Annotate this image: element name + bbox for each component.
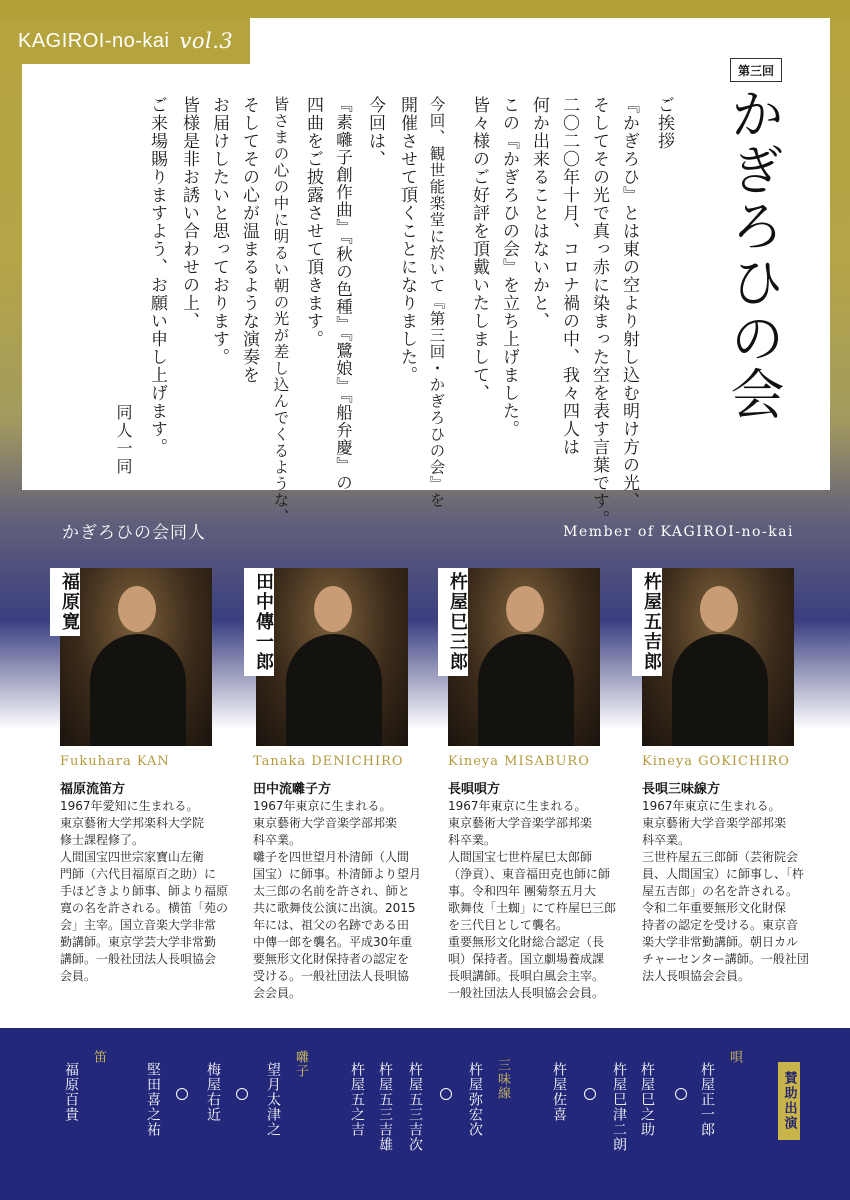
performer-figure bbox=[90, 634, 186, 746]
members-title-en: Member of KAGIROI-no-kai bbox=[563, 524, 794, 540]
bio-line: 東京藝術大学邦楽科大学院 bbox=[60, 816, 205, 830]
bio-line: 科卒業。 bbox=[253, 833, 302, 847]
section-label-uta: 唄 bbox=[727, 1050, 742, 1064]
greeting-line: 開催させて頂くことになりました。 bbox=[397, 96, 417, 384]
member-photo bbox=[448, 568, 600, 746]
bio-line: 会会員。 bbox=[253, 986, 302, 1000]
bio-line: 講師。一般社団法人長唄協会 bbox=[60, 952, 217, 966]
members-title-ja: かぎろひの会同人 bbox=[62, 523, 206, 543]
greeting-line: ご来場賜りますよう、お願い申し上げます。 bbox=[147, 96, 167, 456]
greeting-line: この『かぎろひの会』を立ち上げました。 bbox=[499, 96, 519, 438]
bio-line: 要無形文化財保持者の認定を bbox=[253, 952, 410, 966]
edition-badge: 第三回 bbox=[730, 58, 782, 82]
support-name: 杵屋五之吉 bbox=[349, 1062, 365, 1137]
bio-line: 東京藝術大学音楽学部邦楽 bbox=[253, 816, 398, 830]
bio-line: 1967年東京に生まれる。 bbox=[448, 799, 587, 813]
bio-line: 法人長唄協会会員。 bbox=[642, 969, 751, 983]
separator-circle bbox=[176, 1088, 188, 1100]
bio-line: 共に歌舞伎公演に出演。2015 bbox=[253, 901, 416, 915]
bio-line: 年には、祖父の名跡である田 bbox=[253, 918, 410, 932]
greeting-line: 『かぎろひ』とは東の空より射し込む明け方の光、 bbox=[619, 96, 639, 510]
member-role: 田中流囃子方 bbox=[253, 782, 332, 797]
greeting-line: そしてその光で真っ赤に染まった空を表す言葉です。 bbox=[589, 96, 609, 528]
bio-line: を三代目として襲名。 bbox=[448, 918, 569, 932]
greeting-line: 今回、観世能楽堂に於いて『第三回・かぎろひの会』を bbox=[427, 96, 446, 509]
bio-line: チャーセンター講師。一般社団 bbox=[642, 952, 809, 966]
bio-line: 囃子を四世望月朴清師（人間 bbox=[253, 850, 410, 864]
support-name: 杵屋巳津二朗 bbox=[611, 1062, 627, 1152]
bio-line: 重要無形文化財総合認定（長 bbox=[448, 935, 605, 949]
bio-line: 一般社団法人長唄協会会員。 bbox=[448, 986, 605, 1000]
series-name: KAGIROI-no-kai bbox=[18, 29, 170, 52]
support-footer bbox=[0, 1028, 850, 1200]
greeting-line: 皆様是非お誘い合わせの上、 bbox=[179, 96, 199, 330]
bio-line: 楽大学非常勤講師。朝日カル bbox=[642, 935, 799, 949]
member-photo bbox=[256, 568, 408, 746]
separator-circle bbox=[236, 1088, 248, 1100]
member-role: 長唄唄方 bbox=[448, 782, 501, 797]
support-badge: 賛助出演 bbox=[778, 1062, 800, 1140]
greeting-line: 皆々様のご好評を頂戴いたしまして、 bbox=[469, 96, 489, 402]
bio-line: 1967年東京に生まれる。 bbox=[642, 799, 781, 813]
support-name: 杵屋佐喜 bbox=[551, 1062, 567, 1122]
bio-line: 人間国宝四世宗家寶山左衛 bbox=[60, 850, 205, 864]
bio-line: 国宝）に師事。朴清師より望月 bbox=[253, 867, 422, 881]
bio-line: 東京藝術大学音楽学部邦楽 bbox=[448, 816, 593, 830]
support-name: 堅田喜之祐 bbox=[145, 1062, 161, 1137]
bio-line: 唄）保持者。国立劇場養成課 bbox=[448, 952, 605, 966]
member-name-en: Kineya MISABURO bbox=[448, 754, 590, 769]
member-role: 福原流笛方 bbox=[60, 782, 126, 797]
bio-line: 員、人間国宝）に師事し、「杵 bbox=[642, 867, 805, 881]
bio-line: 三世杵屋五三郎師（芸術院会 bbox=[642, 850, 799, 864]
greeting-line: 四曲をご披露させて頂きます。 bbox=[303, 96, 323, 348]
performer-head bbox=[118, 586, 156, 632]
performer-figure bbox=[286, 634, 382, 746]
bio-line: 歌舞伎「土蜘」にて杵屋巳三郎 bbox=[448, 901, 617, 915]
greeting-line: 二〇二〇年十月、コロナ禍の中、我々四人は bbox=[559, 96, 579, 456]
member-name-en: Fukuhara KAN bbox=[60, 754, 170, 769]
separator-circle bbox=[675, 1088, 687, 1100]
greeting-line: そしてその心が温まるような演奏を bbox=[239, 96, 259, 384]
volume-label: vol.3 bbox=[179, 29, 234, 53]
greeting-panel bbox=[22, 18, 830, 490]
greeting-line: 今回は、 bbox=[365, 96, 385, 168]
section-label-hayashi: 囃子 bbox=[293, 1050, 308, 1078]
greeting-line: 皆さまの心の中に明るい朝の光が差し込んでくるような、 bbox=[271, 96, 290, 525]
member-name-ja: 福原寛 bbox=[50, 568, 80, 636]
bio-line: 持者の認定を受ける。東京音 bbox=[642, 918, 799, 932]
greeting-signature: 同人一同 bbox=[114, 404, 133, 476]
section-label-fue: 笛 bbox=[91, 1050, 106, 1064]
bio-line: 会」主宰。国立音楽大学非常 bbox=[60, 918, 217, 932]
bio-line: 太三郎の名前を許され、師と bbox=[253, 884, 410, 898]
performer-head bbox=[314, 586, 352, 632]
bio-line: 屋五吉郎」の名を許される。 bbox=[642, 884, 799, 898]
greeting-line: 『素囃子創作曲』『秋の色種』『鷺娘』『船弁慶』の bbox=[333, 96, 353, 492]
member-name-en: Tanaka DENICHIRO bbox=[253, 754, 404, 769]
separator-circle bbox=[440, 1088, 452, 1100]
bio-line: 門師（六代目福原百之助）に bbox=[60, 867, 217, 881]
member-name-ja: 杵屋巳三郎 bbox=[438, 568, 468, 676]
section-label-shamisen: 三味線 bbox=[495, 1058, 510, 1100]
bio-line: 長唄講師。長唄白風会主宰。 bbox=[448, 969, 605, 983]
bio-line: 科卒業。 bbox=[642, 833, 691, 847]
bio-line: 人間国宝七世杵屋巳太郎師 bbox=[448, 850, 593, 864]
bio-line: 1967年東京に生まれる。 bbox=[253, 799, 392, 813]
member-name-ja: 田中傳一郎 bbox=[244, 568, 274, 676]
support-name: 杵屋五三吉次 bbox=[407, 1062, 423, 1152]
bio-line: 会員。 bbox=[60, 969, 97, 983]
event-title: かぎろひの会 bbox=[722, 86, 785, 422]
bio-line: 事。令和四年 團菊祭五月大 bbox=[448, 884, 596, 898]
greeting-line: お届けしたいと思っております。 bbox=[209, 96, 229, 366]
top-band bbox=[0, 0, 850, 18]
support-name: 杵屋弥宏次 bbox=[467, 1062, 483, 1137]
member-bio bbox=[448, 798, 638, 1002]
bio-line: 東京藝術大学音楽学部邦楽 bbox=[642, 816, 787, 830]
series-tag bbox=[0, 18, 250, 64]
greeting-line: 何か出来ることはないかと、 bbox=[529, 96, 549, 330]
performer-figure bbox=[672, 634, 768, 746]
bio-line: 中傳一郎を襲名。平成30年重 bbox=[253, 935, 413, 949]
support-name: 福原百貴 bbox=[63, 1062, 79, 1122]
member-name-ja: 杵屋五吉郎 bbox=[632, 568, 662, 676]
support-name: 杵屋巳之助 bbox=[639, 1062, 655, 1137]
bio-line: 受ける。一般社団法人長唄協 bbox=[253, 969, 410, 983]
support-name: 杵屋正一郎 bbox=[699, 1062, 715, 1137]
support-name: 梅屋右近 bbox=[205, 1062, 221, 1122]
member-role: 長唄三味線方 bbox=[642, 782, 721, 797]
member-photo bbox=[60, 568, 212, 746]
performer-figure bbox=[478, 634, 574, 746]
bio-line: （浄貢）、東音福田克也師に師 bbox=[448, 867, 611, 881]
greeting-heading: ご挨拶 bbox=[654, 96, 674, 150]
support-name: 望月太津之 bbox=[265, 1062, 281, 1137]
member-name-en: Kineya GOKICHIRO bbox=[642, 754, 790, 769]
bio-line: 1967年愛知に生まれる。 bbox=[60, 799, 199, 813]
member-bio bbox=[642, 798, 832, 985]
separator-circle bbox=[584, 1088, 596, 1100]
performer-head bbox=[506, 586, 544, 632]
bio-line: 修士課程修了。 bbox=[60, 833, 145, 847]
bio-line: 勤講師。東京学芸大学非常勤 bbox=[60, 935, 217, 949]
bio-line: 科卒業。 bbox=[448, 833, 497, 847]
member-bio bbox=[253, 798, 443, 1002]
support-name: 杵屋五三吉雄 bbox=[377, 1062, 393, 1152]
bio-line: 手ほどきより師事、師より福原 bbox=[60, 884, 229, 898]
bio-line: 令和二年重要無形文化財保 bbox=[642, 901, 787, 915]
member-bio bbox=[60, 798, 250, 985]
bio-line: 寛の名を許される。横笛「苑の bbox=[60, 901, 229, 915]
member-photo bbox=[642, 568, 794, 746]
performer-head bbox=[700, 586, 738, 632]
